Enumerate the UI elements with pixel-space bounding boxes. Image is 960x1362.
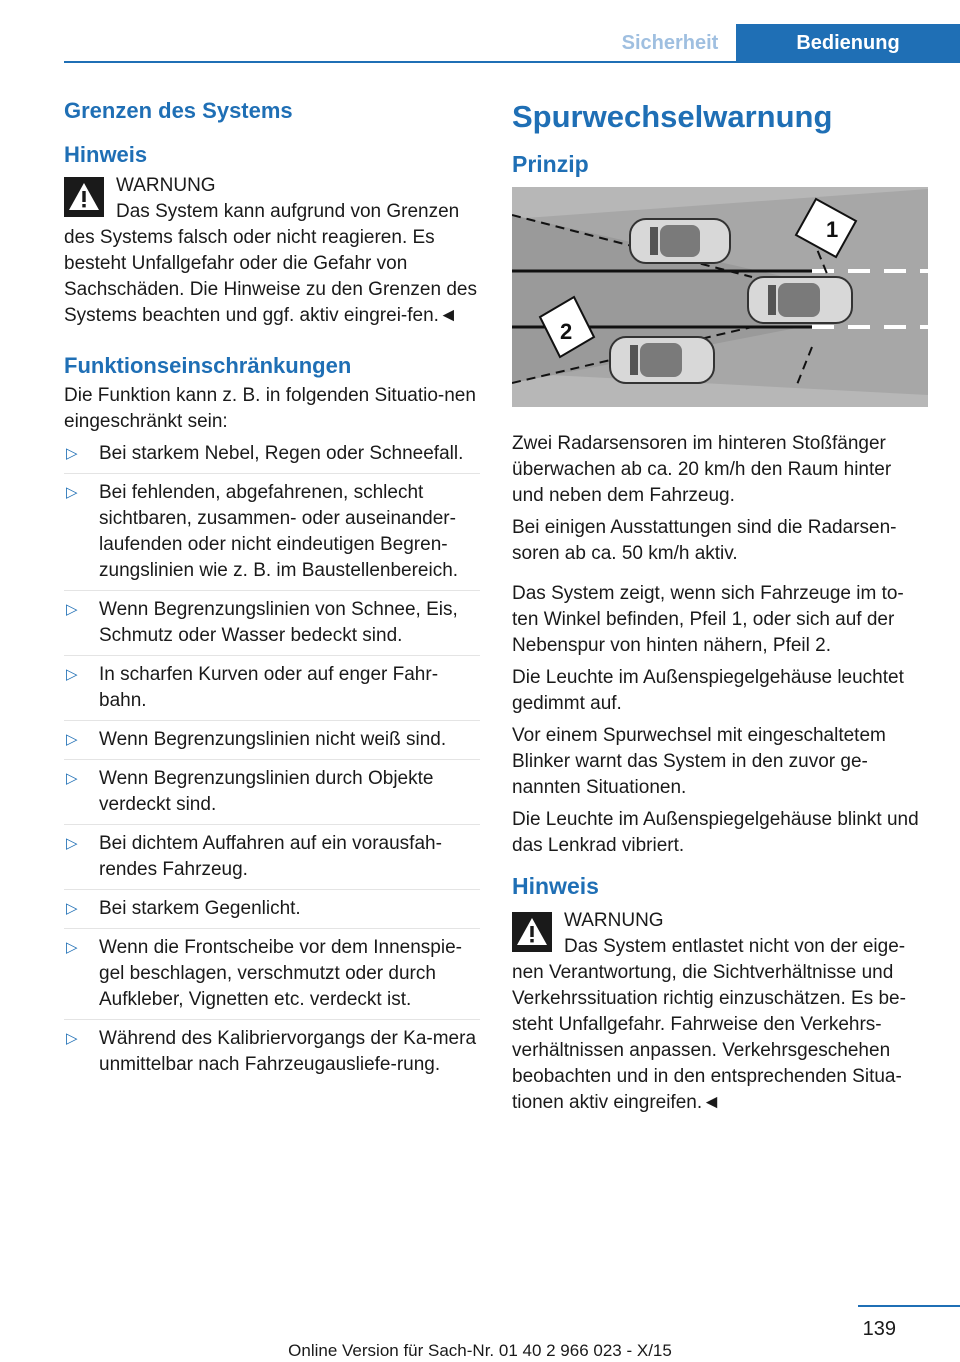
right-column (512, 98, 928, 1140)
list-item: ▷ Wenn Begrenzungslinien durch Objekte verdeckt sind. (64, 766, 480, 825)
list-item: ▷ Wenn Begrenzungslinien von Schnee, Eis, Schmutz oder Wasser bedeckt sind. (64, 597, 480, 656)
online-version-note: Online Version für Sach-Nr. 01 40 2 966 023 - X/15 (288, 1341, 672, 1360)
warning-box (512, 908, 928, 1116)
page-number: 139 (862, 1318, 896, 1340)
bullet-triangle-icon: ▷ (66, 484, 78, 502)
car-icon (610, 337, 714, 383)
bullet-triangle-icon: ▷ (66, 445, 78, 463)
list-item: ▷ Wenn die Frontscheibe vor dem Innenspie-gel beschlagen, verschmutzt oder durch Aufkleber, Vignetten etc. verdeckt ist. (64, 935, 480, 1020)
bullet-triangle-icon: ▷ (66, 666, 78, 684)
section-title-limits: Grenzen des Systems (64, 98, 293, 123)
principle-heading: Prinzip (512, 151, 589, 178)
list-item: ▷ Bei fehlenden, abgefahrenen, schlecht sichtbaren, zusammen- oder auseinander-laufenden oder nicht eindeutigen Begren-zungslinien wie z. B. im Baustellenbereich. (64, 480, 480, 591)
warning-text: Das System kann aufgrund von Grenzen des Systems falsch oder nicht reagieren. Es besteht Unfallgefahr oder die Gefahr von Sachschäden. Die Hinweise zu den Grenzen des Systems beachten und ggf. aktiv eingrei-fen.◄ (64, 200, 477, 326)
bullet-triangle-icon: ▷ (66, 900, 78, 918)
own-car-icon (748, 277, 852, 323)
warning-text: Das System entlastet nicht von der eige-nen Verantwortung, die Sichtverhältnisse und Verkehrssituation richtig einzuschätzen. Es be-steht Unfallgefahr. Fahrweise den Verkehrs-verhältnissen anpassen. Verkehrsgeschehen beobachten und in den entsprechenden Situa-tionen aktiv eingreifen.◄ (512, 936, 906, 1114)
paragraph-sensors: Zwei Radarsensoren im hinteren Stoßfänger überwachen ab ca. 20 km/h den Raum hinter und neben dem Fahrzeug. (512, 432, 892, 506)
paragraph-warning-situations: Vor einem Spurwechsel mit eingeschaltetem Blinker warnt das System in den zuvor ge-nannten Situationen. (512, 724, 886, 798)
bullet-triangle-icon: ▷ (66, 601, 78, 619)
bullet-triangle-icon: ▷ (66, 1030, 78, 1048)
header-rule (64, 61, 960, 63)
arrow-label-1: 1 (826, 216, 839, 242)
bullet-triangle-icon: ▷ (66, 939, 78, 957)
limits-intro: Die Funktion kann z. B. in folgenden Situatio-nen eingeschränkt sein: (64, 385, 476, 433)
warning-triangle-icon (512, 912, 552, 952)
list-item: ▷ Bei starkem Nebel, Regen oder Schneefall. (64, 441, 480, 474)
warning-title: WARNUNG (116, 174, 216, 196)
lane-change-diagram (512, 187, 928, 407)
list-item: ▷ Bei starkem Gegenlicht. (64, 896, 480, 929)
paragraph-display: Das System zeigt, wenn sich Fahrzeuge im to-ten Winkel befinden, Pfeil 1, oder sich auf der Nebenspur von hinten nähern, Pfeil 2. (512, 582, 904, 656)
left-column (64, 98, 480, 1084)
paragraph-equipment: Bei einigen Ausstattungen sind die Radarsen-soren ab ca. 50 km/h aktiv. (512, 516, 897, 564)
page-title: Spurwechselwarnung (512, 99, 833, 134)
warning-triangle-icon (64, 177, 104, 217)
warning-title: WARNUNG (564, 910, 664, 932)
warning-box (64, 173, 480, 329)
limits-heading: Funktionseinschränkungen (64, 352, 352, 378)
hint-heading: Hinweis (512, 872, 599, 899)
tab-bedienung[interactable]: Bedienung (736, 24, 960, 62)
list-item: ▷ Bei dichtem Auffahren auf ein vorausfah-rendes Fahrzeug. (64, 831, 480, 890)
list-item: ▷ Wenn Begrenzungslinien nicht weiß sind. (64, 727, 480, 760)
arrow-label-2: 2 (560, 318, 573, 344)
bullet-triangle-icon: ▷ (66, 835, 78, 853)
paragraph-blink-vibrate: Die Leuchte im Außenspiegelgehäuse blinkt und das Lenkrad vibriert. (512, 808, 919, 856)
bullet-triangle-icon: ▷ (66, 770, 78, 788)
limits-list (64, 441, 480, 1078)
footer-rule (858, 1305, 960, 1307)
car-icon (630, 219, 730, 263)
bullet-triangle-icon: ▷ (66, 731, 78, 749)
hint-heading: Hinweis (64, 142, 148, 168)
list-item: ▷ In scharfen Kurven oder auf enger Fahr-bahn. (64, 662, 480, 721)
paragraph-dimmed-light: Die Leuchte im Außenspiegelgehäuse leuchtet gedimmt auf. (512, 666, 904, 714)
list-item: ▷ Während des Kalibriervorgangs der Ka-mera unmittelbar nach Fahrzeugausliefe-rung. (66, 1028, 477, 1076)
tab-sicherheit[interactable]: Sicherheit (604, 24, 736, 62)
